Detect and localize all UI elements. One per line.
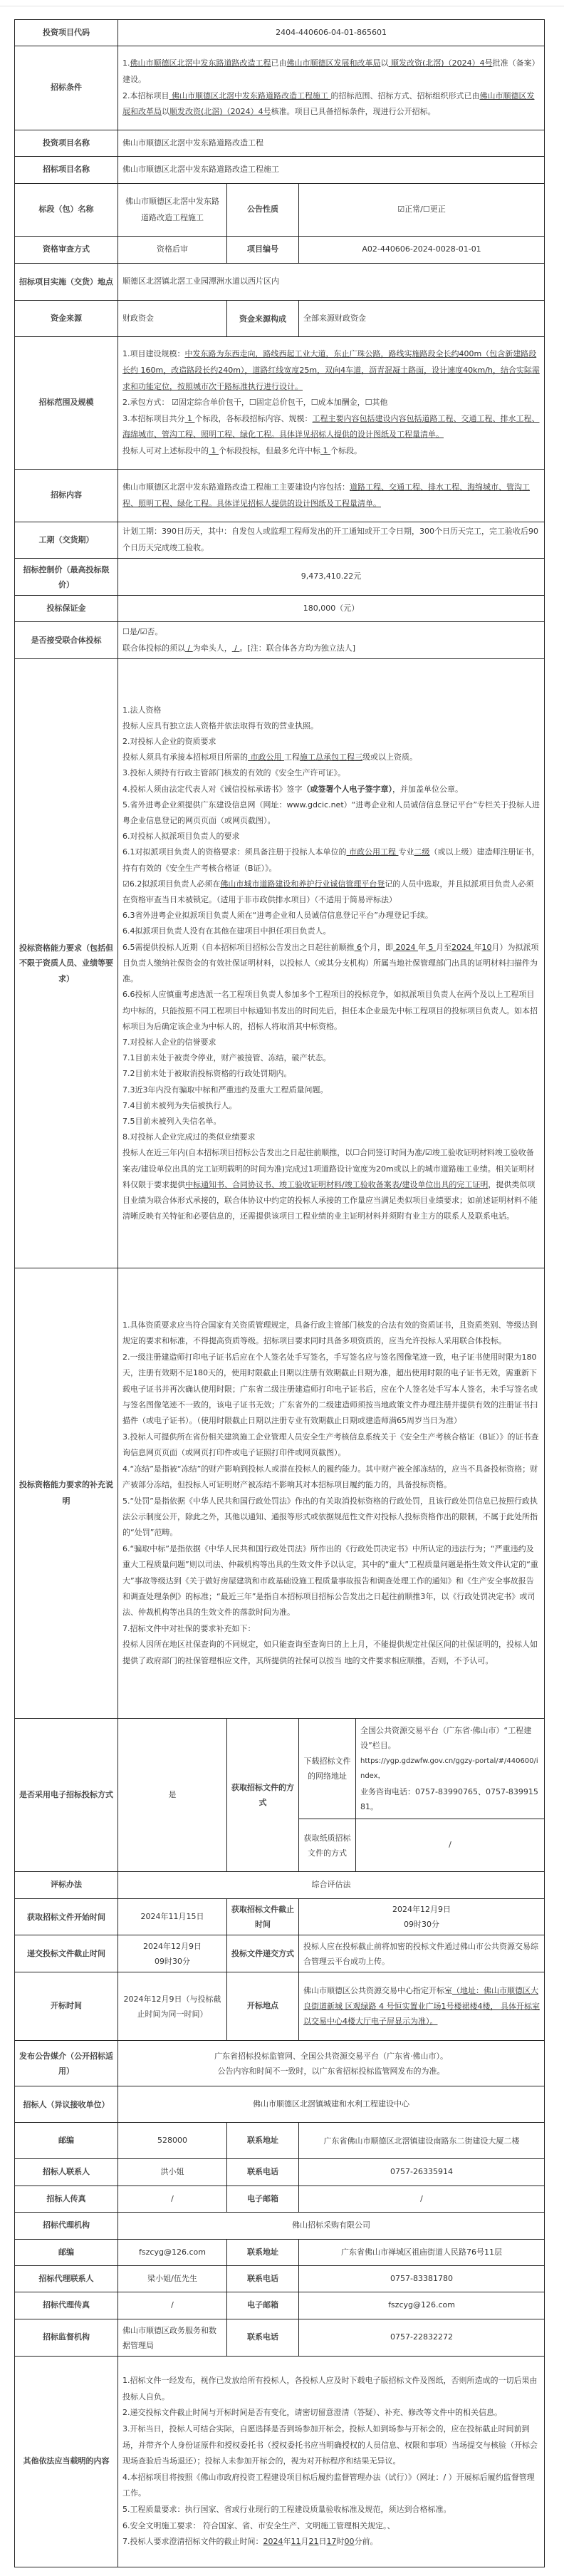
- requirements-label: 投标资格能力要求（包括但不限于资质人员、业绩等要求）: [15, 659, 118, 1268]
- download-url[interactable]: https://ygp.gdzwfw.gov.cn/ggzy-portal/#/440600/index，: [360, 1757, 538, 1780]
- opening-place-label: 开标地点: [227, 1972, 299, 2041]
- opening-time-value: 2024年12月9日（与投标截止时间为同一时间）: [118, 1972, 227, 2041]
- row-other: [15, 2357, 545, 2567]
- tenderer-email-label: 电子邮箱: [227, 2186, 299, 2213]
- deposit-value: 180,000（元）: [118, 596, 545, 622]
- submit-method-label: 投标文件递交方式: [227, 1935, 299, 1972]
- download-address-value: 全国公共资源交易平台（广东省·佛山市）“工程建设”栏目。 https://ygp.gdzwfw.gov.cn/ggzy-portal/#/440600/index， 业务咨询电话：0757-83990765、0757-83991581。: [356, 1719, 545, 1819]
- row-submit: [15, 1935, 545, 1972]
- row-project-code: [15, 20, 545, 46]
- row-consortium: [15, 622, 545, 659]
- row-duration: [15, 522, 545, 559]
- other-value: 1.招标文件一经发布，视作已发放给所有投标人，各投标人应及时下载电子版招标文件及图纸，否则所造成的一切后果由投标人自负。 2.递交投标文件截止时间与开标时间是否有变化，请密切留意澄清（答疑）、补充、修改等文件中的相关信息。 3.开标当日，投标人可结合实际，自愿选择是否到场参加开标会。投标人如到场参与开标会的，应在投标截止时间前到场，并带齐个人身份证原件和授权委托书（授权委托书应当明确授权的人员信息、权限和事项）当场提交与核验（开标会现场查验后当场退还）；投标人未参加开标会的，视为对开标程序和结果无异议。 4.本招标项目将按照《佛山市政府投资工程建设项目标后履约监督管理办法（试行）》（网址：/ ）开展标后履约监督管理工作。 5.工程质量要求：执行国家、省或行业现行的工程建设质量验收标准及规范，须达到合格标准。 6.安全文明施工要求： 符合国家、省、市安全生产、文明施工管理相关规定。、 7.投标人要求澄清招标文件的截止时间：2024年11月21日17时00分前。: [118, 2357, 545, 2567]
- row-deposit: [15, 596, 545, 622]
- content-label: 招标内容: [15, 470, 118, 522]
- supervision-phone-label: 联系电话: [227, 2319, 299, 2357]
- paper-method-label: 获取纸质招标文件的方式: [299, 1819, 356, 1872]
- location-value: 顺德区北滘镇北滘工业园潭洲水道以西片区内: [118, 264, 545, 301]
- evaluation-value: 综合评估法: [118, 1872, 545, 1899]
- funding-structure-label: 资金来源构成: [227, 301, 299, 337]
- location-label: 招标项目实施（交货）地点: [15, 264, 118, 301]
- funding-value: 财政资金: [118, 301, 227, 337]
- requirements-value: 1.法人资格 投标人应具有独立法人资格并依法取得有效的营业执照。 2.对投标人企业的资质要求 投标人须具有承接本招标项目所需的 市政公用 工程施工总承包工程三级或以上资质。 3.投标人须持有行政主管部门核发的有效的《安全生产许可证》。 4.投标人须由法定代表人对《诚信投标承诺书》签字（或签署个人电子签字章），并加盖单位公章。 5.省外进粤企业须提供广东建设信息网（网址：www.gdcic.net）“进粤企业和人员诚信信息登记平台”专栏关于投标人进粤企业信息登记的网页页面（或网页截图）。 6.对投标人拟派项目负责人的要求 6.1对拟派项目负责人的资格要求：须具备注册于投标人本单位的 市政公用工程 专业二级（或以上级）建造师注册证书，持有有效的《安全生产考核合格证（B证）》。 ☑6.2拟派项目负责人必须在佛山市城市道路建设和养护行业诚信管理平台登记的人员中选取，并且拟派项目负责人必须在资格审查当日未被锁定。（适用于非市政供排水项目）（不适用于简易评标法） 6.3省外进粤企业拟派项目负责人须在“进粤企业和人员诚信信息登记平台”办理登记手续。 6.4拟派项目负责人没有在其他在建项目中担任项目负责人。 6.5需提供投标人近期（自本招标项目招标公告发出之日起往前顺推 6个月，即 2024 年 5 月至2024 年10月）为拟派项目负责人缴纳社保资金的有效社保证明材料，以投标人（或其分支机构）所属当地社保管理部门出具的证明材料扫描件为准。 6.6投标人应慎重考虑选派一名工程项目负责人参加多个工程项目的投标竞争，如拟派项目负责人在两个及以上工程项目均中标的，只能按照不同工程项目中标通知书发出的时间先后，担任本企业最先中标工程项目的投标项目负责人。如本招标项目为后确定该企业为中标人的，招标人将取消其中标资格。 7.对投标人企业的信誉要求 7.1目前未处于被责令停业，财产被接管、冻结，破产状态。 7.2目前未处于被取消投标资格的行政处罚期内。 7.3近3年内没有骗取中标和严重违约及重大工程质量问题。 7.4目前未被列为失信被执行人。 7.5目前未被列入失信名单。 8.对投标人企业完成过的类似业绩要求 投标人在近三年内(自本招标项目招标公告发出之日起往前顺推，以☐合同签订时间为准/☑竣工验收证明材料竣工验收备案表/建设单位出具的完工证明载明的时间为准)完成过1项道路设计宽度为20m或以上的城市道路施工业绩。相关证明材料仅限于要求提供中标通知书、合同协议书、竣工验收证明材料/竣工验收备案表/建设单位出具的完工证明，提供类似项目业绩为联合体形式承接的，联合体协议中约定的投标人承接的工作量应当满足类似项目业绩要求；如前述证明材料不能清晰反映有关特征和必要信息的，还需提供该项目工程业绩的业主证明材料并须附有业主方的联系人及联系电话。: [118, 659, 545, 1268]
- row-supplement: [15, 1268, 545, 1719]
- evaluation-label: 评标办法: [15, 1872, 118, 1899]
- tenderer-value: 佛山市顺德区北滘镇城建和水利工程建设中心: [118, 2086, 545, 2123]
- tenderer-fax-label: 招标人传真: [15, 2186, 118, 2213]
- duration-value: 计划工期：390日历天，其中：自发包人或监理工程师发出的开工通知或开工令日期，300个日历天完工，完工验收后90个日历天完成竣工验收。: [118, 522, 545, 559]
- section-label: 标段（包）名称: [15, 184, 118, 237]
- conditions-value: 1.佛山市顺德区北滘中发东路道路改造工程已由佛山市顺德区发展和改革局以 顺发改资(北滘)（2024）4号批准（备案）建设。 2.本招标项目 佛山市顺德区北滘中发东路道路改造工程施工 的招标范围、招标方式、招标组织形式已由佛山市顺德区发展和改革局以顺发改资(北滘)（2024）4号核准。项目已具备招标条件，现进行公开招标。: [118, 46, 545, 130]
- obtain-end-label: 获取招标文件截止时间: [227, 1899, 299, 1935]
- row-agency-zip: [15, 2240, 545, 2266]
- investment-name-value: 佛山市顺德区北滘中发东路道路改造工程: [118, 130, 545, 157]
- section-value: 佛山市顺德区北滘中发东路道路改造工程施工: [118, 184, 227, 237]
- consortium-value: ☐是/☑否。 联合体投标的须以 / 为牵头人， / 。[注：联合体各方均为独立法人]: [118, 622, 545, 659]
- row-agency: [15, 2213, 545, 2240]
- tenderer-label: 招标人（异议接收单位）: [15, 2086, 118, 2123]
- qualification-label: 资格审查方式: [15, 237, 118, 264]
- duration-label: 工期（交货期）: [15, 522, 118, 559]
- row-scope: [15, 337, 545, 470]
- supervision-phone-value: 0757-22832272: [299, 2319, 545, 2357]
- project-number-value: A02-440606-2024-0028-01-01: [299, 237, 545, 264]
- agency-email-value: fszcyg@126.com: [299, 2292, 545, 2319]
- agency-zip-value: fszcyg@126.com: [118, 2240, 227, 2266]
- obtain-method-label: 获取招标文件的方式: [227, 1719, 299, 1872]
- agency-phone-value: 0757-83381780: [299, 2266, 545, 2292]
- tenderer-contact-value: 洪小姐: [118, 2159, 227, 2186]
- agency-fax-label: 招标代理传真: [15, 2292, 118, 2319]
- tenderer-address-label: 联系地址: [227, 2123, 299, 2159]
- row-section: [15, 184, 545, 237]
- agency-address-value: 广东省佛山市禅城区祖庙街道人民路76号11层: [299, 2240, 545, 2266]
- media-value: 广东省招标投标监管网、全国公共资源交易平台（广东省·佛山市）。 公告内容和时间不一致时，以广东省招标投标监管网发布的为准。: [118, 2041, 545, 2086]
- row-tenderer: [15, 2086, 545, 2123]
- agency-contact-value: 梁小姐/伍先生: [118, 2266, 227, 2292]
- row-tenderer-contact: [15, 2159, 545, 2186]
- opening-place-value: 佛山市顺德区公共资源交易中心指定开标室（地址：佛山市顺德区大良街道新城 区观绿路 4 号恒实置业广场1号楼裙楼4楼， 具体开标室以交易中心4楼大厅电子屏显示为准）。: [299, 1972, 545, 2041]
- row-control-price: [15, 559, 545, 596]
- scope-label: 招标范围及规模: [15, 337, 118, 470]
- submit-deadline-label: 递交投标文件截止时间: [15, 1935, 118, 1972]
- tender-name-label: 招标项目名称: [15, 157, 118, 184]
- tenderer-zip-value: 528000: [118, 2123, 227, 2159]
- supervision-label: 招标监督机构: [15, 2319, 118, 2357]
- row-electronic-download: [15, 1719, 545, 1819]
- project-number-label: 项目编号: [227, 237, 299, 264]
- row-tenderer-fax: [15, 2186, 545, 2213]
- agency-address-label: 联系地址: [227, 2240, 299, 2266]
- tenderer-email-value: /: [299, 2186, 545, 2213]
- notice-nature-value: ☑正常/☐更正: [299, 184, 545, 237]
- row-media: [15, 2041, 545, 2086]
- agency-contact-label: 招标代理联系人: [15, 2266, 118, 2292]
- tenderer-fax-value: /: [118, 2186, 227, 2213]
- supplement-value: 1.具体资质要求应当符合国家有关资质管理规定，具备行政主管部门核发的合法有效的资质证书，且资质类别、等级达到规定的要求和标准，不得提高资质等级。招标项目要求同时具备多项资质的，应当允许投标人采用联合体投标。 2.一级注册建造师打印电子证书后应在个人签名处手写签名，手写签名应与签名图像笔迹一致，电子证书使用时限为180天，注册有效期不足180天的，使用时限截止日期以注册有效期截止日期为准，超出使用时限的电子证书无效，需重新下载电子证书并再次确认使用时限；广东省二级注册建造师打印电子证书后，应在个人签名处手写本人签名，未手写签名或与签名图像笔迹不一致的，该电子证书无效；广东省外的二级建造师须按当地政策文件办理注册并提供有效的注册证书扫描件（或电子证书）。（使用时限截止日期以注册专业有效期截止日期或建造师满65周岁当日为准） 3.投标人可提供所在省份相关建筑施工企业管理人员安全生产考核信息系统关于《安全生产考核合格证（B证）》的证书查询信息网页页面（或网页打印件或电子证照打印件或网页截图）。 4.“冻结”是指被“冻结”的财产影响到投标人或潜在投标人的履约能力。其中财产被全部冻结的，应当不具备投标资格；财产被部分冻结，但投标人可证明财产被冻结不影响其对本招标项目履约能力的，具备投标资格。 5.“处罚”是指依据《中华人民共和国行政处罚法》作出的有关取消投标资格的行政处罚，且该行政处罚信息已按照行政执法公示制度公开，除此之外，其他以通知、通报等形式或依据规范性文件对投标人投标资格作出的限制，不属于此处所指的“处罚”范畴。 6.“骗取中标”是指依据《中华人民共和国行政处罚法》所作出的《行政处罚决定书》中所认定的违法行为；“严重违约及重大工程质量问题”则以司法、仲裁机构等出具的生效文件予以认定，其中的“重大”工程质量问题是指生效文件认定的“重大”事故等级达到《关于做好房屋建筑和市政基础设施工程质量事故报告和调查处理工作的通知》和《生产安全事故报告和调查处理条例》的标准；“最近三年”是指自本招标项目招标公告发出之日起往前顺推3年，以《行政处罚决定书》或司法、仲裁机构等出具的生效文件的落款时间为准。 7.招标文件中对社保的要求补充如下： 投标人因所在地区社保查询的不同规定，如只能查询至查询日的上上月，不能提供规定社保区间的社保证明的，投标人如提供了政府部门的社保管理相应文件，其所提供的社保可以按当 地的文件要求相应顺推，否则，不予认可。: [118, 1268, 545, 1719]
- tender-name-value: 佛山市顺德区北滘中发东路道路改造工程施工: [118, 157, 545, 184]
- row-tenderer-zip: [15, 2123, 545, 2159]
- paper-method-value: /: [356, 1819, 545, 1872]
- agency-value: 佛山招标采购有限公司: [118, 2213, 545, 2240]
- conditions-label: 招标条件: [15, 46, 118, 130]
- opening-time-label: 开标时间: [15, 1972, 118, 2041]
- row-opening: [15, 1972, 545, 2041]
- obtain-start-value: 2024年11月15日: [118, 1899, 227, 1935]
- project-code-label: 投资项目代码: [15, 20, 118, 46]
- tenderer-contact-label: 招标人联系人: [15, 2159, 118, 2186]
- deposit-label: 投标保证金: [15, 596, 118, 622]
- media-label: 发布公告媒介（公开招标适用）: [15, 2041, 118, 2086]
- consortium-label: 是否接受联合体投标: [15, 622, 118, 659]
- investment-name-label: 投资项目名称: [15, 130, 118, 157]
- obtain-start-label: 获取招标文件开始时间: [15, 1899, 118, 1935]
- row-obtain-time: [15, 1899, 545, 1935]
- download-address-label: 下载招标文件的网络地址: [299, 1719, 356, 1819]
- row-conditions: [15, 46, 545, 130]
- agency-phone-label: 联系电话: [227, 2266, 299, 2292]
- supplement-label: 投标资格能力要求的补充说明: [15, 1268, 118, 1719]
- funding-label: 资金来源: [15, 301, 118, 337]
- row-investment-name: [15, 130, 545, 157]
- row-evaluation: [15, 1872, 545, 1899]
- tender-announcement-table: [14, 19, 545, 2567]
- qualification-value: 资格后审: [118, 237, 227, 264]
- electronic-value: 是: [118, 1719, 227, 1872]
- agency-zip-label: 邮编: [15, 2240, 118, 2266]
- electronic-label: 是否采用电子招标投标方式: [15, 1719, 118, 1872]
- row-agency-fax: [15, 2292, 545, 2319]
- submit-method-value: 投标人应在投标截止前将加密的投标文件通过佛山市公共资源交易综合管理云平台成功上传。: [299, 1935, 545, 1972]
- tenderer-zip-label: 邮编: [15, 2123, 118, 2159]
- agency-email-label: 电子邮箱: [227, 2292, 299, 2319]
- supervision-value: 佛山市顺德区政务服务和数据管理局: [118, 2319, 227, 2357]
- scope-value: 1.项目建设规模：中发东路为东西走向，路线西起工业大道，东止广珠公路，路线实施路段全长约400m（包含新建路段长约 160m，改造路段长约240m），道路红线宽度25m，双向4车道，沥青混凝土路面，设计速度40km/h，结合实际需求和功能定位，按照城市次干路标准执行进行设计。 2.承包方式： ☑固定综合单价包干，☐固定总价包干，☐成本加酬金，☐其他 3.本招标项目共分 1 个标段，各标段招标内容、规模：工程主要内容包括建设内容包括道路工程、交通工程、排水工程、海绵城市、管沟工程、照明工程、绿化工程。具体详见招标人提供的设计图纸及工程量清单。 投标人可对上述标段中的 1 个标段投标，但最多允许中标 1 个标段。: [118, 337, 545, 470]
- obtain-end-value: 2024年12月9日 09时30分: [299, 1899, 545, 1935]
- notice-nature-label: 公告性质: [227, 184, 299, 237]
- row-funding: [15, 301, 545, 337]
- content-value: 佛山市顺德区北滘中发东路道路改造工程施工主要建设内容包括：道路工程、交通工程、排水工程、海绵城市、管沟工程、照明工程、绿化工程。具体详见招标人提供的设计图纸及工程量清单。: [118, 470, 545, 522]
- agency-fax-value: /: [118, 2292, 227, 2319]
- row-location: [15, 264, 545, 301]
- row-qualification: [15, 237, 545, 264]
- submit-deadline-value: 2024年12月9日 09时30分: [118, 1935, 227, 1972]
- row-tender-name: [15, 157, 545, 184]
- project-code-value: 2404-440606-04-01-865601: [118, 20, 545, 46]
- row-requirements: [15, 659, 545, 1268]
- other-label: 其他依法应当载明的内容: [15, 2357, 118, 2567]
- tenderer-phone-value: 0757-26335914: [299, 2159, 545, 2186]
- control-price-value: 9,473,410.22元: [118, 559, 545, 596]
- tenderer-phone-label: 联系电话: [227, 2159, 299, 2186]
- row-content: [15, 470, 545, 522]
- control-price-label: 招标控制价（最高投标限价）: [15, 559, 118, 596]
- funding-structure-value: 全部来源财政资金: [299, 301, 545, 337]
- row-supervision: [15, 2319, 545, 2357]
- tenderer-address-value: 广东省佛山市顺德区北滘镇建设南路东二街建设大厦二楼: [299, 2123, 545, 2159]
- row-agency-contact: [15, 2266, 545, 2292]
- agency-label: 招标代理机构: [15, 2213, 118, 2240]
